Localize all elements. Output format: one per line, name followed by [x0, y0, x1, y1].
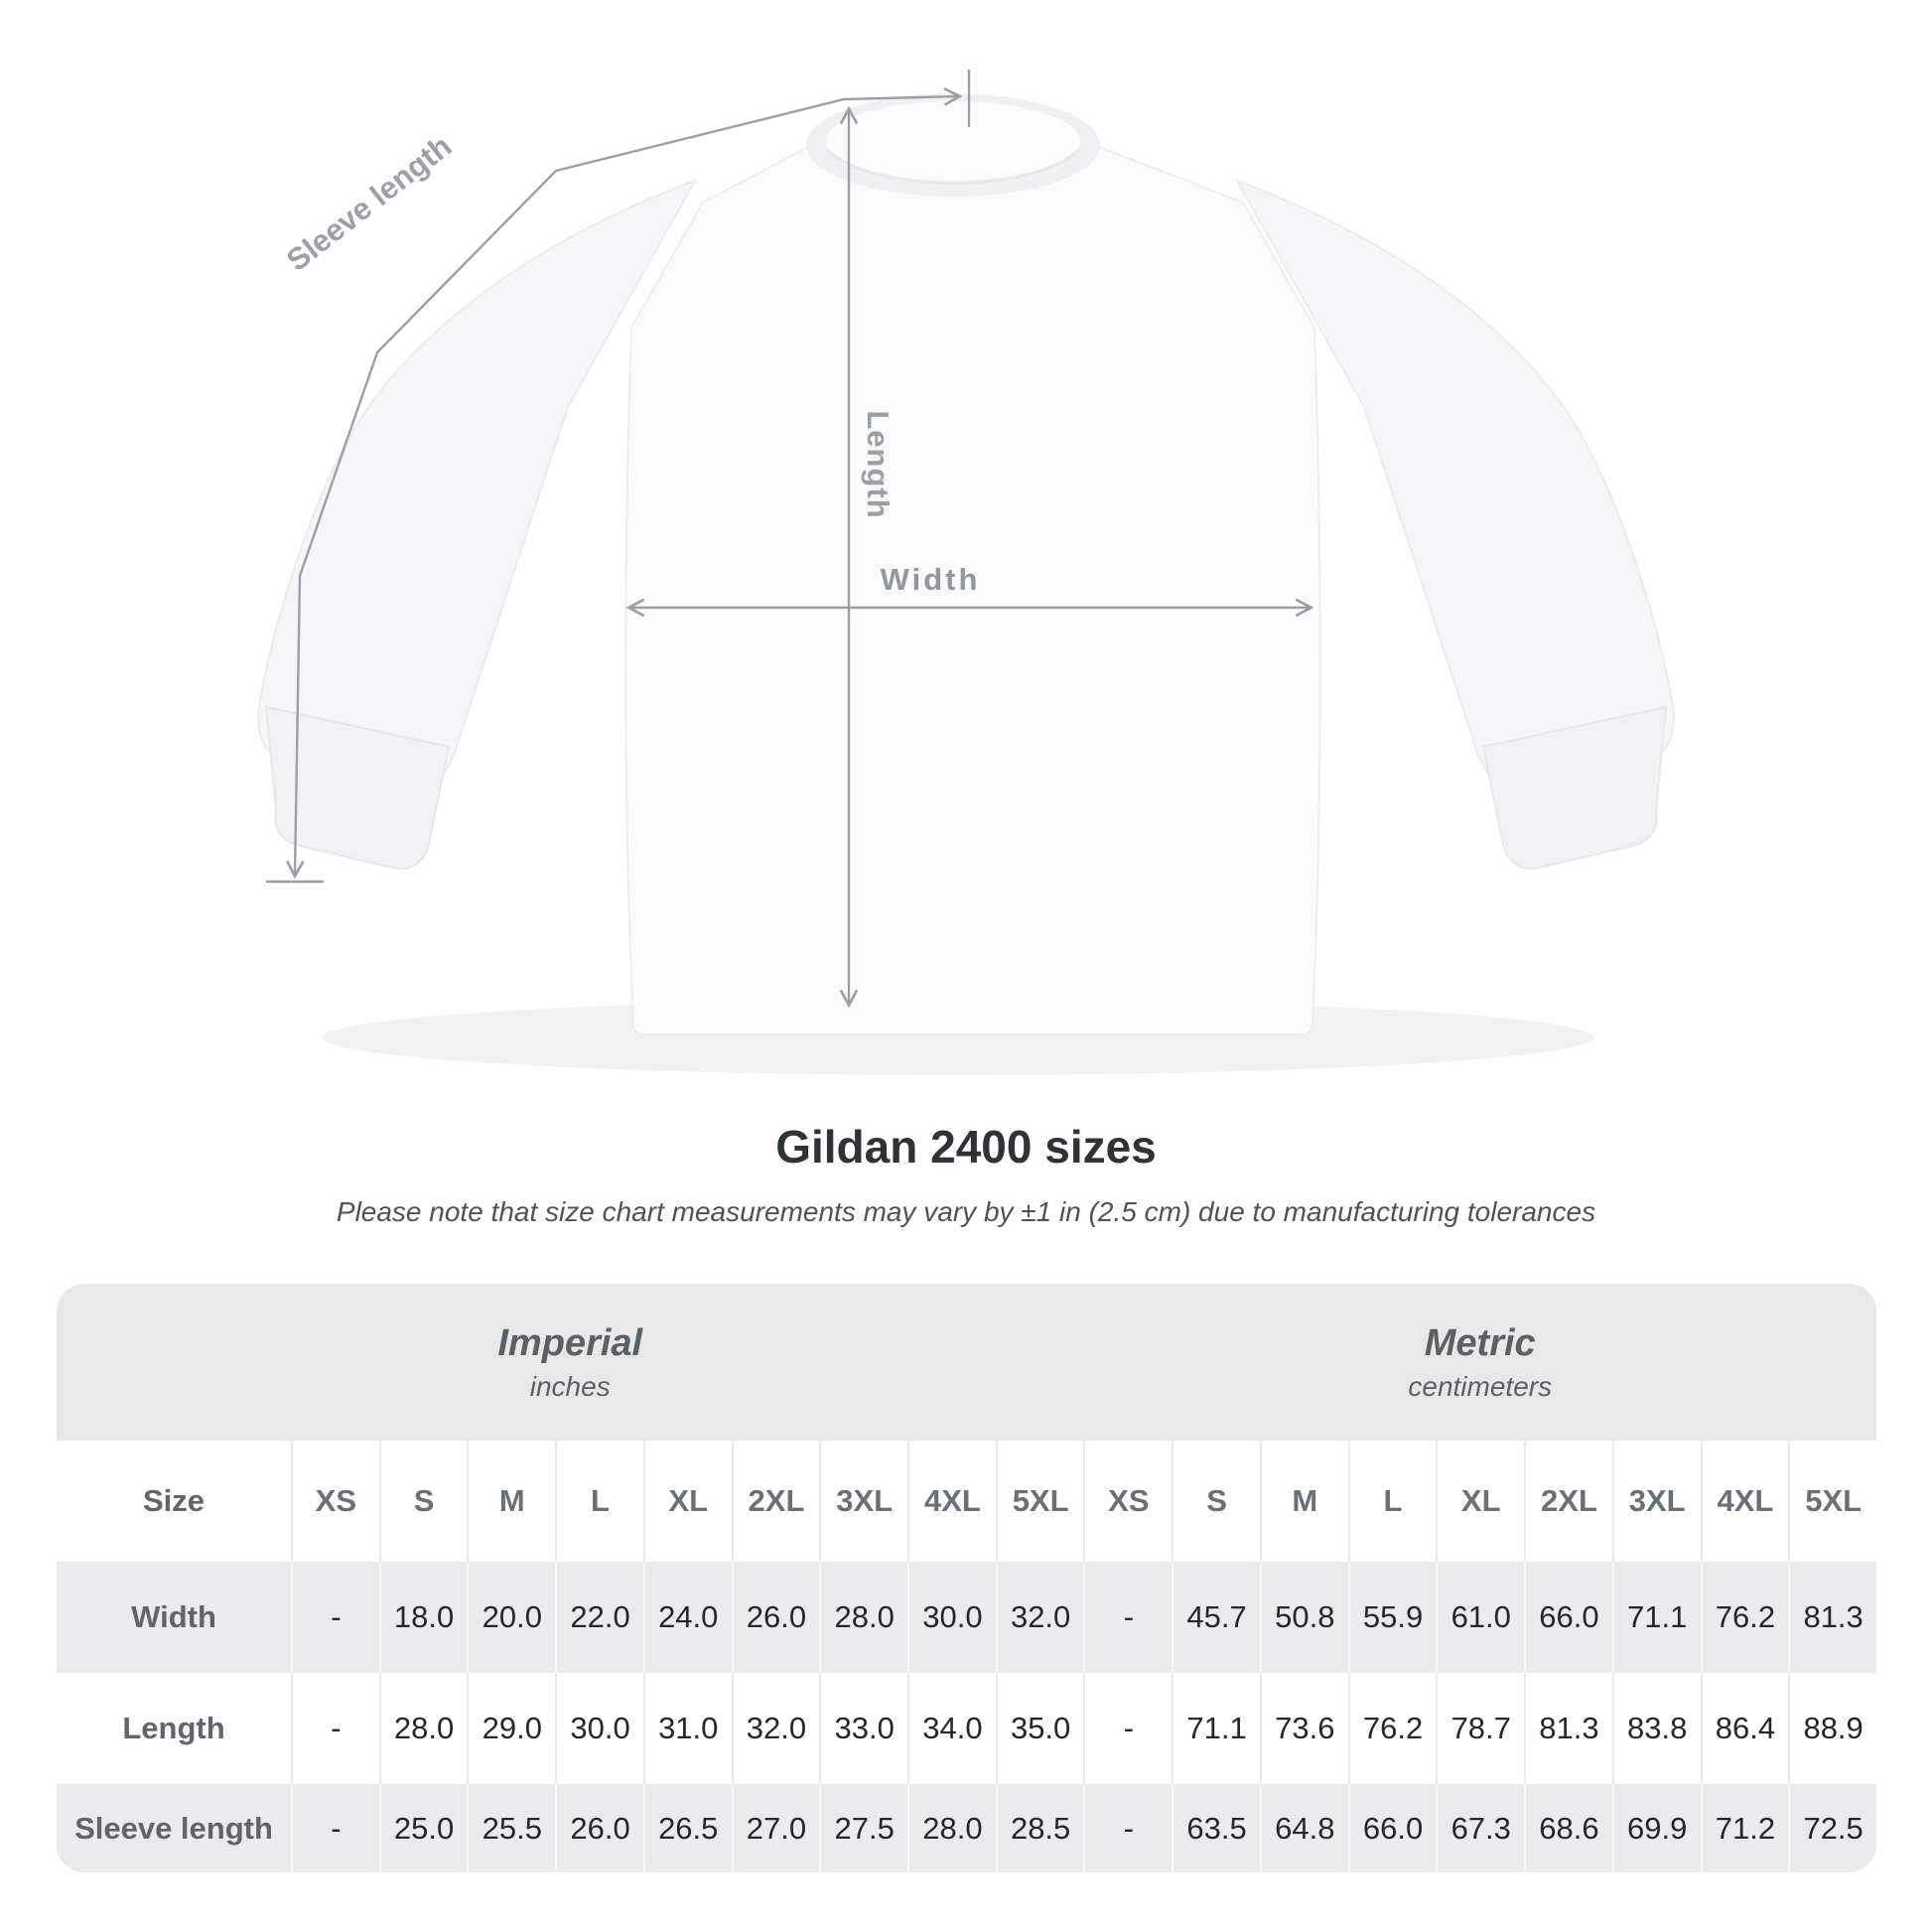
size-header-imperial-m: M: [467, 1441, 555, 1562]
imperial-unit-group-header: [57, 1284, 1083, 1441]
row-label-sleeve-length: Sleeve length: [57, 1784, 291, 1872]
value-imperial-width-l: 22.0: [555, 1562, 643, 1673]
value-imperial-sleeve-length-l: 26.0: [555, 1784, 643, 1872]
value-imperial-width-m: 20.0: [467, 1562, 555, 1673]
size-header-metric-4xl: 4XL: [1701, 1441, 1789, 1562]
value-imperial-length-l: 30.0: [555, 1673, 643, 1784]
imperial-label: Imperial: [497, 1321, 643, 1364]
value-imperial-width-xl: 24.0: [643, 1562, 732, 1673]
value-metric-sleeve-length-3xl: 69.9: [1612, 1784, 1701, 1872]
value-metric-sleeve-length-xs: -: [1083, 1784, 1172, 1872]
value-imperial-sleeve-length-xl: 26.5: [643, 1784, 732, 1872]
value-imperial-width-3xl: 28.0: [819, 1562, 907, 1673]
value-imperial-length-3xl: 33.0: [819, 1673, 907, 1784]
row-label-length: Length: [57, 1673, 291, 1784]
value-imperial-length-xs: -: [291, 1673, 379, 1784]
value-metric-width-m: 50.8: [1260, 1562, 1348, 1673]
length-label: Length: [861, 410, 896, 519]
size-header-imperial-xs: XS: [291, 1441, 379, 1562]
metric-unit-group-header: [1083, 1284, 1876, 1441]
size-table: [57, 1284, 1876, 1872]
size-header-imperial-5xl: 5XL: [996, 1441, 1084, 1562]
page-title: Gildan 2400 sizes: [775, 1121, 1157, 1173]
value-imperial-length-xl: 31.0: [643, 1673, 732, 1784]
value-imperial-sleeve-length-xs: -: [291, 1784, 379, 1872]
value-metric-length-s: 71.1: [1172, 1673, 1260, 1784]
value-metric-sleeve-length-xl: 67.3: [1436, 1784, 1524, 1872]
size-header-imperial-3xl: 3XL: [819, 1441, 907, 1562]
value-metric-width-5xl: 81.3: [1788, 1562, 1876, 1673]
size-header-imperial-s: S: [379, 1441, 468, 1562]
value-imperial-width-4xl: 30.0: [907, 1562, 996, 1673]
value-metric-length-l: 76.2: [1348, 1673, 1437, 1784]
size-header-metric-xs: XS: [1083, 1441, 1172, 1562]
value-imperial-sleeve-length-4xl: 28.0: [907, 1784, 996, 1872]
value-metric-length-xs: -: [1083, 1673, 1172, 1784]
size-header-metric-2xl: 2XL: [1524, 1441, 1612, 1562]
value-imperial-sleeve-length-5xl: 28.5: [996, 1784, 1084, 1872]
value-imperial-length-4xl: 34.0: [907, 1673, 996, 1784]
size-column-header: Size: [57, 1441, 291, 1562]
value-metric-length-4xl: 86.4: [1701, 1673, 1789, 1784]
size-header-imperial-l: L: [555, 1441, 643, 1562]
value-metric-length-m: 73.6: [1260, 1673, 1348, 1784]
value-metric-sleeve-length-m: 64.8: [1260, 1784, 1348, 1872]
value-imperial-width-5xl: 32.0: [996, 1562, 1084, 1673]
value-imperial-length-2xl: 32.0: [732, 1673, 820, 1784]
size-header-metric-3xl: 3XL: [1612, 1441, 1701, 1562]
value-imperial-width-2xl: 26.0: [732, 1562, 820, 1673]
value-metric-width-s: 45.7: [1172, 1562, 1260, 1673]
metric-unit: centimeters: [1408, 1370, 1553, 1402]
size-header-metric-s: S: [1172, 1441, 1260, 1562]
value-imperial-length-s: 28.0: [379, 1673, 468, 1784]
metric-label: Metric: [1424, 1321, 1536, 1364]
value-imperial-sleeve-length-m: 25.5: [467, 1784, 555, 1872]
value-metric-width-xs: -: [1083, 1562, 1172, 1673]
width-label: Width: [880, 562, 981, 597]
tolerance-note: Please note that size chart measurements may vary by ±1 in (2.5 cm) due to manufacturing tolerances: [336, 1196, 1596, 1227]
value-metric-sleeve-length-l: 66.0: [1348, 1784, 1437, 1872]
size-header-metric-xl: XL: [1436, 1441, 1524, 1562]
value-metric-sleeve-length-4xl: 71.2: [1701, 1784, 1789, 1872]
value-imperial-sleeve-length-s: 25.0: [379, 1784, 468, 1872]
sleeve-length-label: Sleeve length: [280, 128, 459, 278]
size-header-imperial-4xl: 4XL: [907, 1441, 996, 1562]
size-header-metric-m: M: [1260, 1441, 1348, 1562]
value-metric-width-l: 55.9: [1348, 1562, 1437, 1673]
value-imperial-sleeve-length-3xl: 27.5: [819, 1784, 907, 1872]
value-metric-length-5xl: 88.9: [1788, 1673, 1876, 1784]
size-header-imperial-xl: XL: [643, 1441, 732, 1562]
size-header-metric-5xl: 5XL: [1788, 1441, 1876, 1562]
size-header-metric-l: L: [1348, 1441, 1437, 1562]
value-metric-sleeve-length-5xl: 72.5: [1788, 1784, 1876, 1872]
row-label-width: Width: [57, 1562, 291, 1673]
imperial-unit: inches: [529, 1370, 611, 1402]
value-imperial-width-s: 18.0: [379, 1562, 468, 1673]
value-imperial-length-5xl: 35.0: [996, 1673, 1084, 1784]
value-metric-length-2xl: 81.3: [1524, 1673, 1612, 1784]
value-metric-width-xl: 61.0: [1436, 1562, 1524, 1673]
value-metric-sleeve-length-2xl: 68.6: [1524, 1784, 1612, 1872]
value-imperial-sleeve-length-2xl: 27.0: [732, 1784, 820, 1872]
value-metric-width-4xl: 76.2: [1701, 1562, 1789, 1673]
value-metric-length-xl: 78.7: [1436, 1673, 1524, 1784]
size-header-imperial-2xl: 2XL: [732, 1441, 820, 1562]
value-metric-width-3xl: 71.1: [1612, 1562, 1701, 1673]
value-metric-width-2xl: 66.0: [1524, 1562, 1612, 1673]
value-imperial-width-xs: -: [291, 1562, 379, 1673]
value-metric-sleeve-length-s: 63.5: [1172, 1784, 1260, 1872]
value-metric-length-3xl: 83.8: [1612, 1673, 1701, 1784]
value-imperial-length-m: 29.0: [467, 1673, 555, 1784]
